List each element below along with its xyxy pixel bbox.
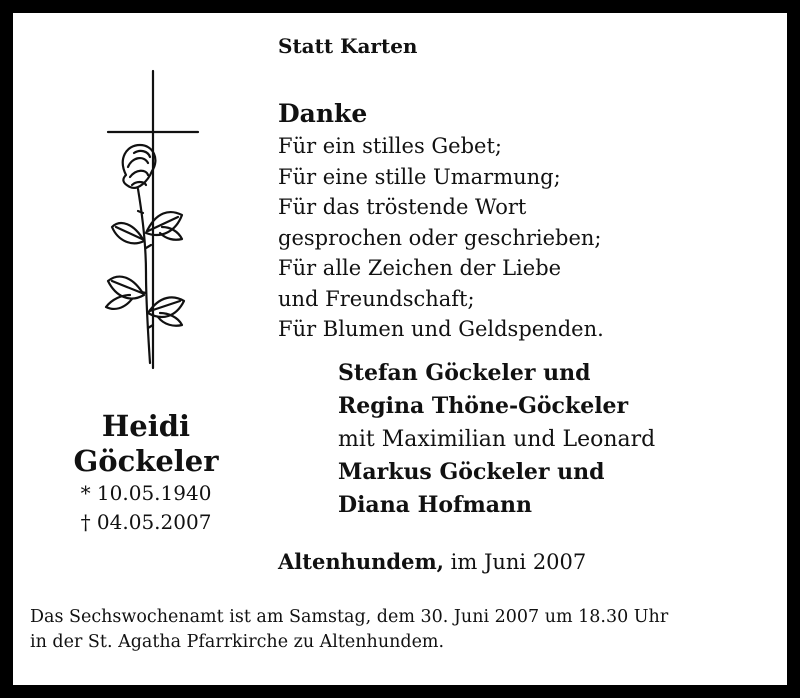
family-line: Diana Hofmann: [338, 492, 533, 518]
place-date: [278, 551, 586, 573]
poem-title: Danke: [278, 99, 368, 128]
deceased-block: [61, 409, 231, 537]
death-date: † 04.05.2007: [80, 510, 212, 534]
poem-line: Für ein stilles Gebet;: [278, 134, 502, 158]
footer-note: [30, 605, 668, 655]
family-block: [338, 357, 655, 522]
poem-line: Für alle Zeichen der Liebe: [278, 256, 562, 280]
family-line: Markus Göckeler und: [338, 459, 605, 485]
cross-with-rose-icon: [98, 63, 208, 373]
family-line: mit Maximilian und Leonard: [338, 427, 656, 452]
birth-date: * 10.05.1940: [80, 481, 212, 505]
date: im Juni 2007: [443, 550, 587, 574]
footer-line: Das Sechswochenamt ist am Samstag, dem 30. Juni 2007 um 18.30 Uhr: [30, 607, 669, 627]
deceased-first-name: Heidi: [101, 409, 191, 443]
place: Altenhundem,: [278, 549, 444, 574]
poem-line: Für Blumen und Geldspenden.: [278, 317, 604, 341]
family-line: Stefan Göckeler und: [338, 360, 591, 386]
poem-line: und Freundschaft;: [278, 286, 475, 311]
poem-lines: [278, 131, 604, 345]
poem-line: Für das tröstende Wort: [278, 195, 527, 219]
family-line: Regina Thöne-Göckeler: [338, 393, 629, 419]
footer-line: in der St. Agatha Pfarrkirche zu Altenhundem.: [30, 632, 445, 652]
poem-line: gesprochen oder geschrieben;: [278, 225, 602, 250]
poem-line: Für eine stille Umarmung;: [278, 164, 561, 189]
statt-karten-heading: Statt Karten: [278, 34, 418, 58]
deceased-last-name: Göckeler: [73, 444, 219, 478]
